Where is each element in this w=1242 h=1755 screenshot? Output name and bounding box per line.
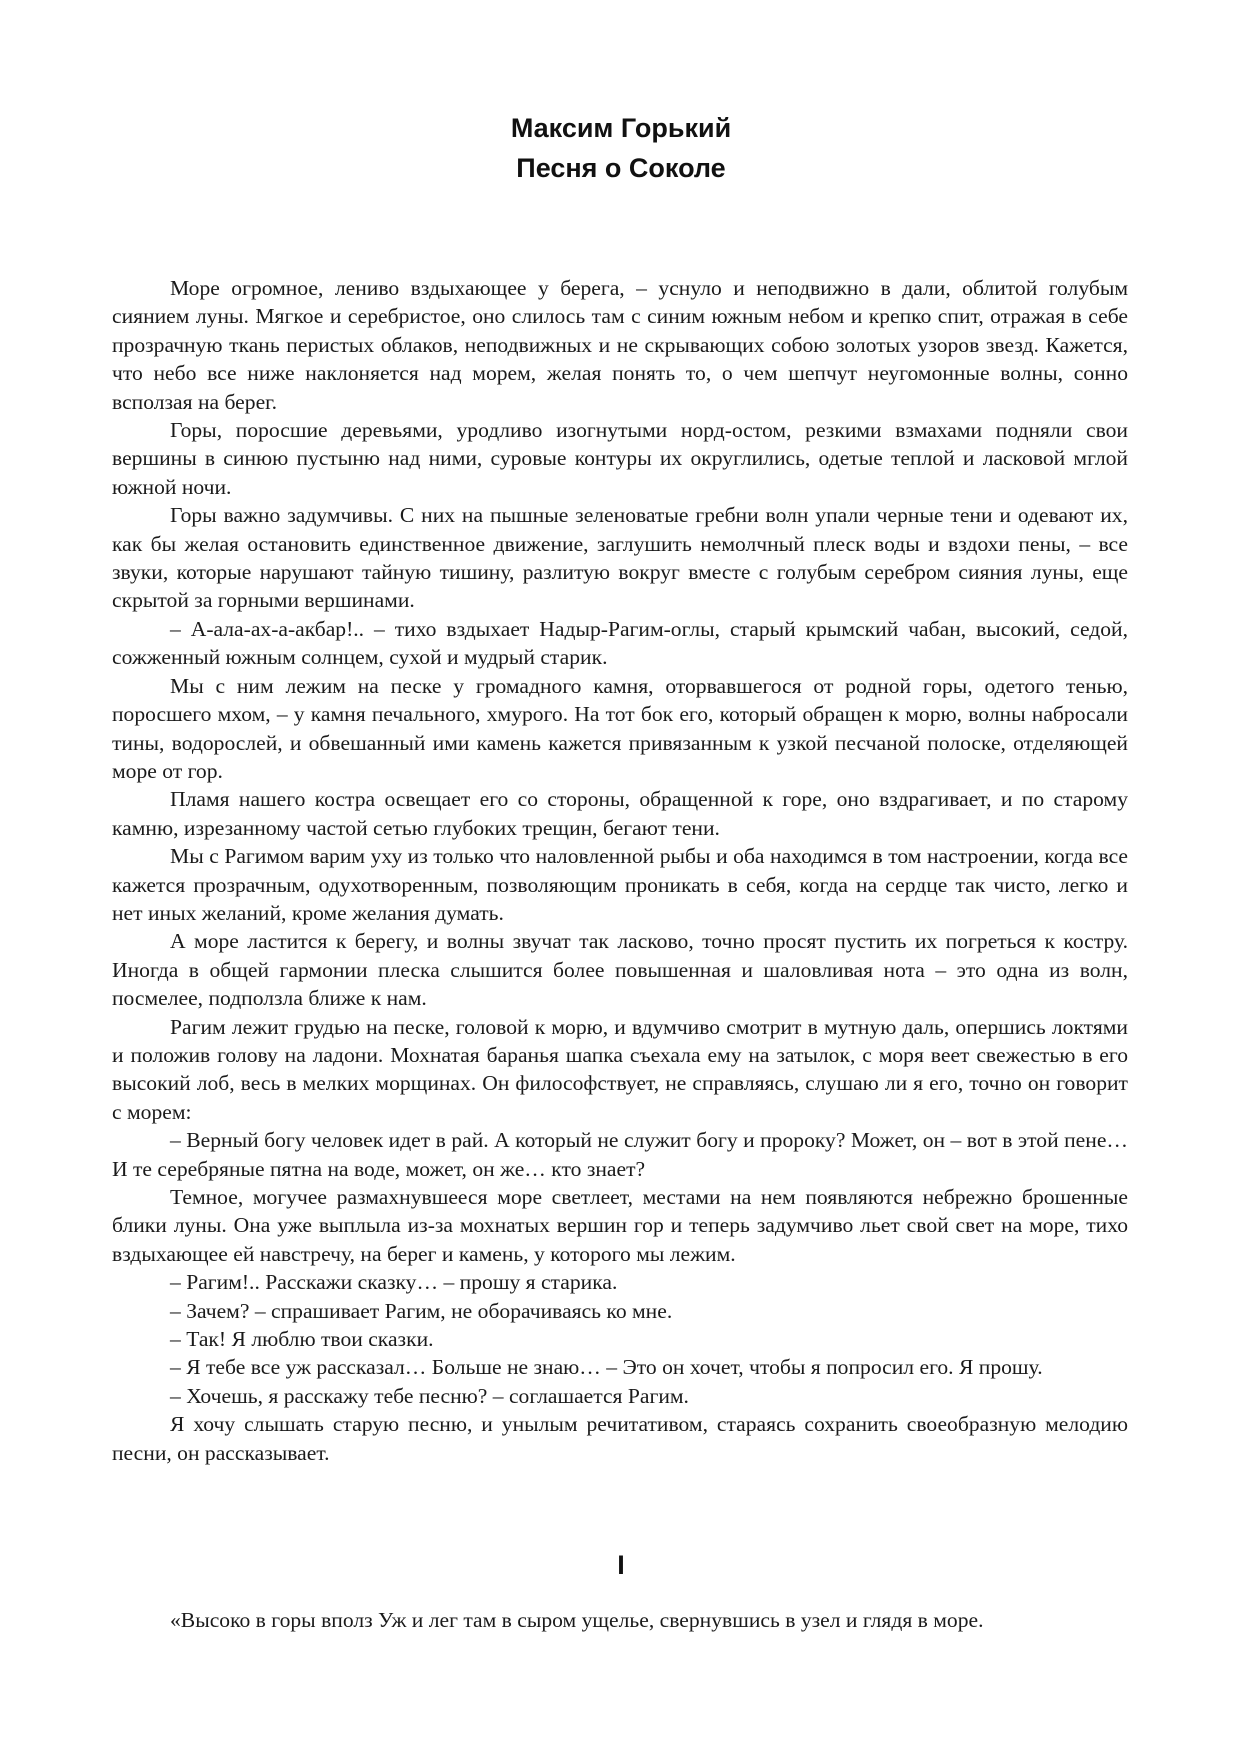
paragraph: Мы с Рагимом варим уху из только что наловленной рыбы и оба находимся в том настроении, когда все кажется прозрачным, одухотворенным, позволяющим проникать в себя, когда на сердце так чисто, легко и нет иных желаний, кроме желания думать. bbox=[112, 844, 1128, 925]
paragraph: Горы важно задумчивы. С них на пышные зеленоватые гребни волн упали черные тени и одевают их, как бы желая остановить единственное движение, заглушить немолчный плеск воды и вздохи пены, – все звуки, которые нарушают тайную тишину, разлитую вокруг вместе с голубым серебром сияния луны, еще скрытой за горными вершинами. bbox=[112, 503, 1128, 613]
paragraph: Море огромное, лениво вздыхающее у берега, – уснуло и неподвижно в дали, облитой голубым сиянием луны. Мягкое и серебристое, оно слилось там с синим южным небом и крепко спит, отражая в себе прозрачную ткань перистых облаков, неподвижных и не скрывающих собою золотых узоров звезд. Кажется, что небо все ниже наклоняется над морем, желая понять то, о чем шепчут неугомонные волны, сонно всползая на берег. bbox=[112, 276, 1128, 414]
body-text bbox=[112, 274, 1128, 1467]
paragraph: – Хочешь, я расскажу тебе песню? – соглашается Рагим. bbox=[170, 1383, 689, 1408]
paragraph: – Так! Я люблю твои сказки. bbox=[170, 1327, 434, 1352]
paragraph: Мы с ним лежим на песке у громадного камня, оторвавшегося от родной горы, одетого тенью, поросшего мхом, – у камня печального, хмурого. На тот бок его, который обращен к морю, волны набросали тины, водорослей, и обвешанный ими камень кажется привязанным к узкой песчаной полоске, отделяющей море от гор. bbox=[112, 673, 1128, 783]
paragraph: Я хочу слышать старую песню, и унылым речитативом, стараясь сохранить своеобразную мелодию песни, он рассказывает. bbox=[112, 1412, 1128, 1465]
paragraph: Пламя нашего костра освещает его со стороны, обращенной к горе, оно вздрагивает, и по старому камню, изрезанному частой сетью глубоких трещин, бегают тени. bbox=[112, 787, 1128, 840]
paragraph: Темное, могучее размахнувшееся море светлеет, местами на нем появляются небрежно брошенные блики луны. Она уже выплыла из-за мохнатых вершин гор и теперь задумчиво льет свой свет на море, тихо вздыхающее ей навстречу, на берег и камень, у которого мы лежим. bbox=[112, 1185, 1128, 1266]
paragraph: – А-ала-ах-а-акбар!.. – тихо вздыхает Надыр-Рагим-оглы, старый крымский чабан, высокий, седой, сожженный южным солнцем, сухой и мудрый старик. bbox=[112, 616, 1128, 670]
paragraph: Рагим лежит грудью на песке, головой к морю, и вдумчиво смотрит в мутную даль, опершись локтями и положив голову на ладони. Мохнатая баранья шапка съехала ему на затылок, с моря веет свежестью в его высокий лоб, весь в мелких морщинах. Он философствует, не справляясь, слушаю ли я его, точно он говорит с морем: bbox=[112, 1014, 1128, 1124]
paragraph: – Рагим!.. Расскажи сказку… – прошу я старика. bbox=[170, 1270, 618, 1295]
title-block bbox=[0, 108, 1242, 188]
paragraph: Горы, поросшие деревьями, уродливо изогнутыми норд-остом, резкими взмахами подняли свои вершины в синюю пустыню над ними, суровые контуры их округлились, одетые теплой и ласковой мглой южной ночи. bbox=[112, 418, 1128, 499]
paragraph: А море ластится к берегу, и волны звучат так ласково, точно просят пустить их погреться к костру. Иногда в общей гармонии плеска слышится более повышенная и шаловливая нота – это одна из волн, посмелее, подползла ближе к нам. bbox=[112, 929, 1128, 1011]
chapter-first-line: «Высоко в горы вполз Уж и лег там в сыром ущелье, свернувшись в узел и глядя в море. bbox=[170, 1608, 984, 1632]
paragraph: – Я тебе все уж рассказал… Больше не знаю… – Это он хочет, чтобы я попросил его. Я прошу. bbox=[170, 1355, 1043, 1380]
chapter-heading: I bbox=[617, 1550, 625, 1580]
paragraph: – Зачем? – спрашивает Рагим, не оборачиваясь ко мне. bbox=[170, 1298, 673, 1323]
work-title: Песня о Соколе bbox=[516, 153, 726, 183]
paragraph: – Верный богу человек идет в рай. А который не служит богу и пророку? Может, он – вот в этой пене… И те серебряные пятна на воде, может, он же… кто знает? bbox=[112, 1128, 1128, 1181]
author-name: Максим Горький bbox=[510, 113, 732, 143]
